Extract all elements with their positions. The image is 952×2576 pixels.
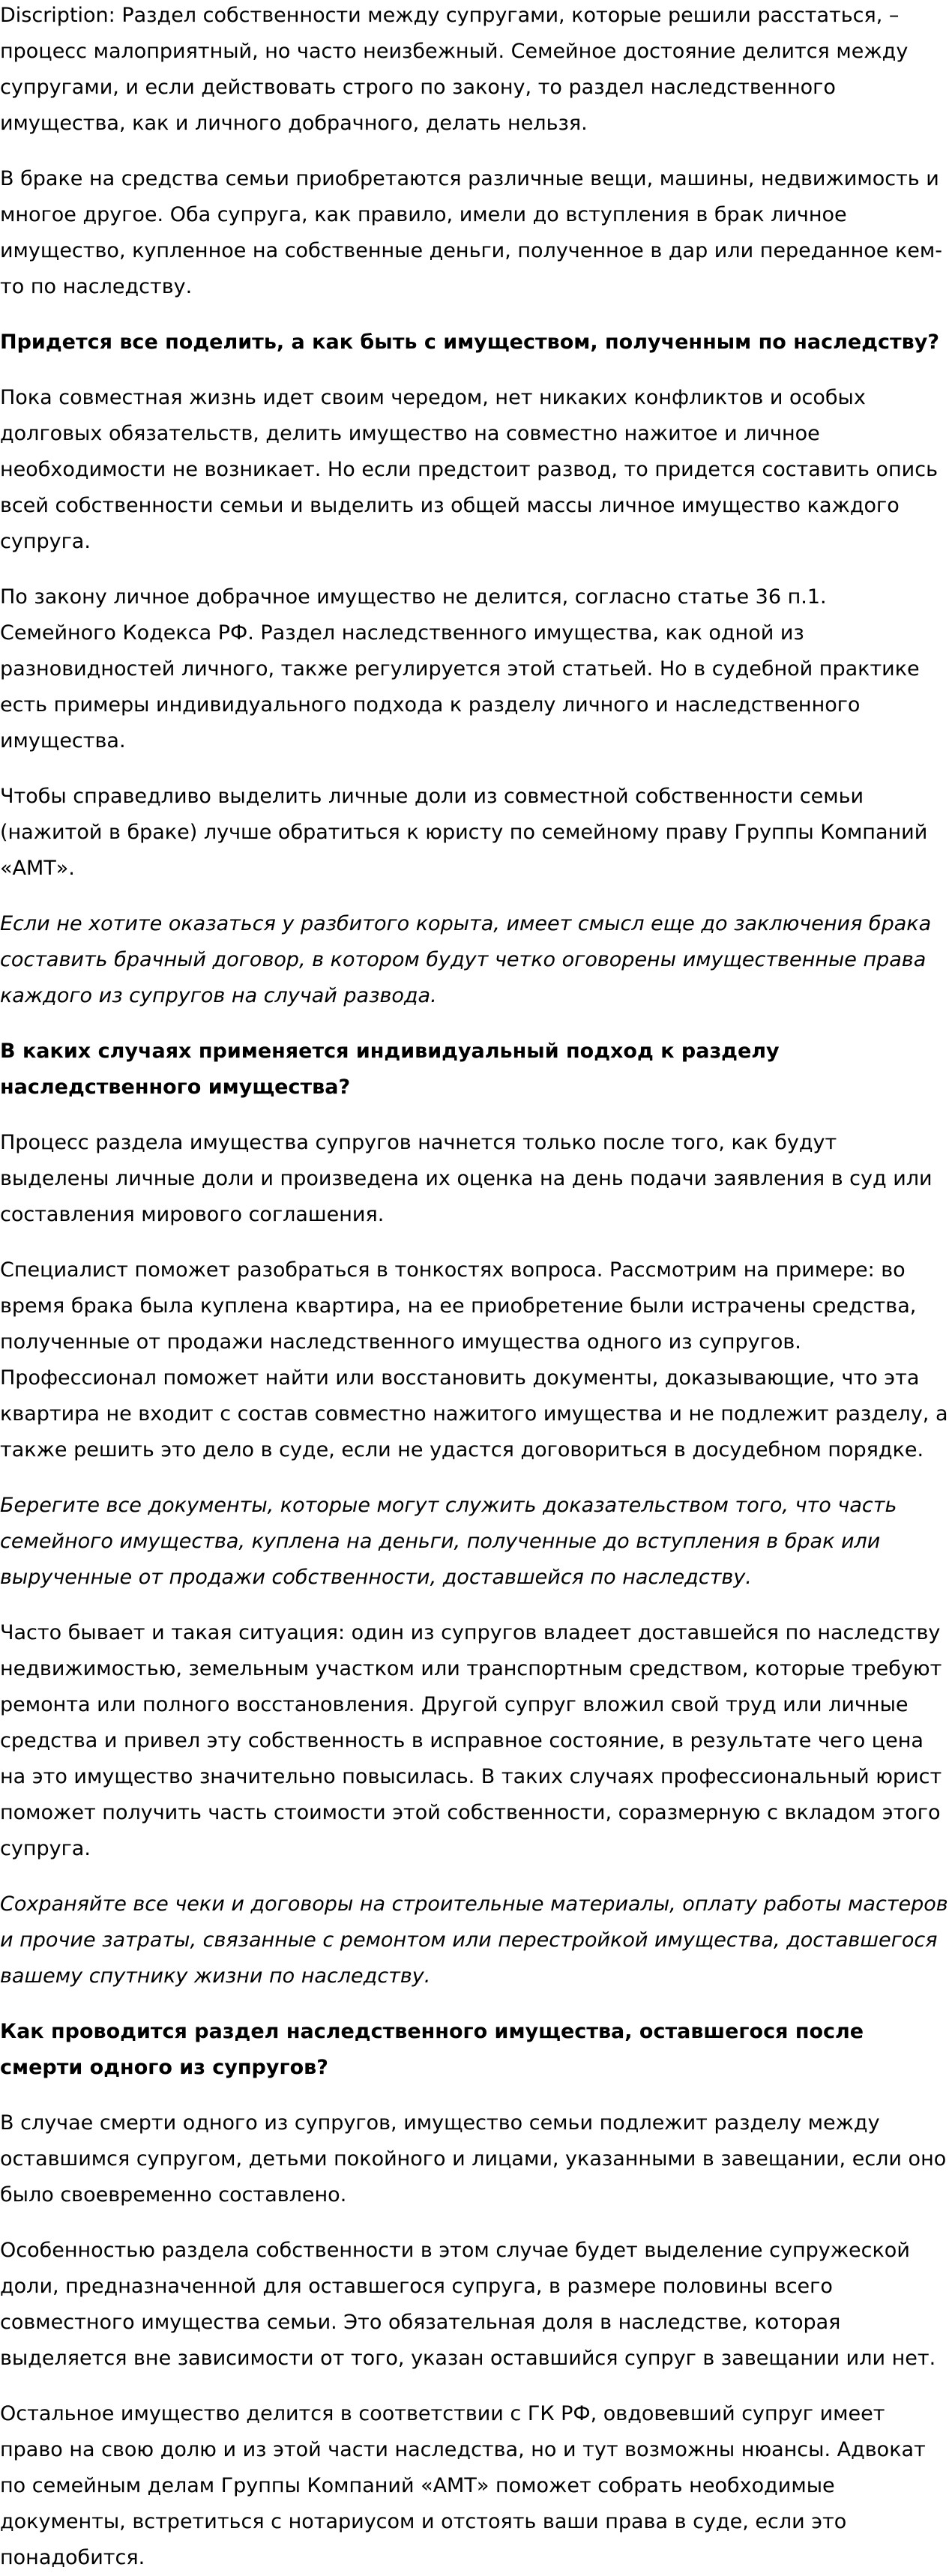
- article-paragraph: Пока совместная жизнь идет своим чередом, нет никаких конфликтов и особых долговых обязательств, делить имущество на совместно нажитое и личное необходимости не возникает. Но если предстоит развод, то придется составить опись всей собственности семьи и выделить из общей массы личное имущество каждого супруга.: [0, 386, 938, 553]
- section-heading: Придется все поделить, а как быть с имуществом, полученным по наследству?: [0, 331, 939, 354]
- article-paragraph: Специалист поможет разобраться в тонкостях вопроса. Рассмотрим на примере: во время брака была куплена квартира, на ее приобретение были истрачены средства, полученные от продажи наследственного имущества одного из супругов. Профессионал поможет найти или восстановить документы, доказывающие, что эта квартира не входит с состав совместно нажитого имущества и не подлежит разделу, а также решить это дело в суде, если не удастся договориться в досудебном порядке.: [0, 1258, 948, 1462]
- article-paragraph: По закону личное добрачное имущество не делится, согласно статье 36 п.1. Семейного Кодекса РФ. Раздел наследственного имущества, как одной из разновидностей личного, также регулируется этой статьей. Но в судебной практике есть примеры индивидуального подхода к разделу личного и наследственного имущества.: [0, 585, 920, 752]
- article-paragraph: Особенностью раздела собственности в этом случае будет выделение супружеской доли, предназначенной для оставшегося супруга, в размере половины всего совместного имущества семьи. Это обязательная доля в наследстве, которая выделяется вне зависимости от того, указан оставшийся супруг в завещании или нет.: [0, 2239, 936, 2370]
- article-paragraph: В случае смерти одного из супругов, имущество семьи подлежит разделу между оставшимся супругом, детьми покойного и лицами, указанными в завещании, если оно было своевременно составлено.: [0, 2111, 947, 2207]
- article-paragraph: Процесс раздела имущества супругов начнется только после того, как будут выделены личные доли и произведена их оценка на день подачи заявления в суд или составления мирового соглашения.: [0, 1131, 933, 1226]
- article-paragraph: В браке на средства семьи приобретаются различные вещи, машины, недвижимость и многое другое. Оба супруга, как правило, имели до вступления в брак личное имущество, купленное на собственные деньги, полученное в дар или переданное кем-то по наследству.: [0, 167, 943, 298]
- italic-tip: Если не хотите оказаться у разбитого корыта, имеет смысл еще до заключения брака составить брачный договор, в котором будут четко оговорены имущественные права каждого из супругов на случай развода.: [0, 912, 932, 1007]
- article-paragraph: Остальное имущество делится в соответствии с ГК РФ, овдовевший супруг имеет право на свою долю и из этой части наследства, но и тут возможны нюансы. Адвокат по семейным делам Группы Компаний «АМТ» поможет собрать необходимые документы, встретиться с нотариусом и отстоять ваши права в суде, если это понадобится.: [0, 2402, 926, 2569]
- italic-tip: Берегите все документы, которые могут служить доказательством того, что часть семейного имущества, куплена на деньги, полученные до вступления в брак или вырученные от продажи собственности, доставшейся по наследству.: [0, 1494, 897, 1589]
- article-paragraph: Часто бывает и такая ситуация: один из супругов владеет доставшейся по наследству недвижимостью, земельным участком или транспортным средством, которые требуют ремонта или полного восстановления. Другой супруг вложил свой труд или личные средства и привел эту собственность в исправное состояние, в результате чего цена на это имущество значительно повысилась. В таких случаях профессиональный юрист поможет получить часть стоимости этой собственности, соразмерную с вкладом этого супруга.: [0, 1621, 942, 1860]
- italic-tip: Сохраняйте все чеки и договоры на строительные материалы, оплату работы мастеров и прочие затраты, связанные с ремонтом или перестройкой имущества, доставшегося вашему спутнику жизни по наследству.: [0, 1892, 948, 1988]
- intro-paragraph: Discription: Раздел собственности между супругами, которые решили расстаться, – процесс малоприятный, но часто неизбежный. Семейное достояние делится между супругами, и если действовать строго по закону, то раздел наследственного имущества, как и личного добрачного, делать нельзя.: [0, 4, 909, 135]
- section-heading: В каких случаях применяется индивидуальный подход к разделу наследственного имущества?: [0, 1040, 780, 1099]
- article-paragraph: Чтобы справедливо выделить личные доли из совместной собственности семьи (нажитой в браке) лучше обратиться к юристу по семейному праву Группы Компаний «АМТ».: [0, 785, 928, 880]
- section-heading: Как проводится раздел наследственного имущества, оставшегося после смерти одного из супругов?: [0, 2020, 864, 2079]
